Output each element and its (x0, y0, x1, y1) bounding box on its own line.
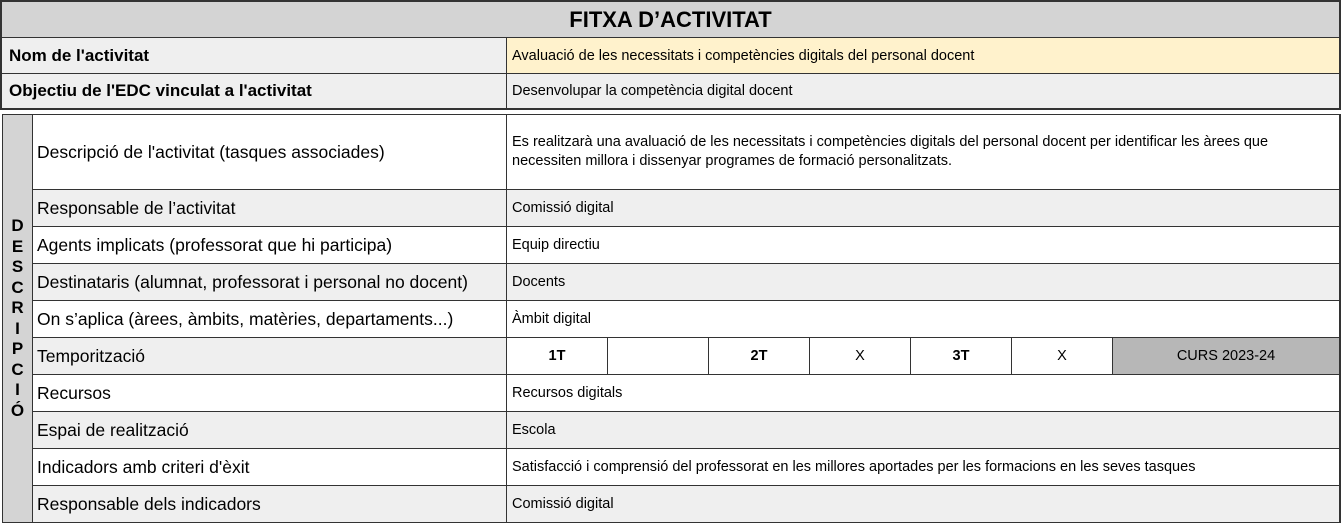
recipients-label: Destinataris (alumnat, professorat i personal no docent) (33, 264, 507, 300)
timing-cells (507, 338, 1339, 374)
responsible-value: Comissió digital (507, 190, 1339, 226)
responsible-label: Responsable de l’activitat (33, 190, 507, 226)
section-letter: C (11, 359, 24, 379)
term-3-label: 3T (911, 338, 1012, 374)
activity-name-label: Nom de l'activitat (2, 38, 507, 73)
location-label: Espai de realització (33, 412, 507, 448)
resources-value: Recursos digitals (507, 375, 1339, 411)
section-letter: C (11, 277, 24, 297)
section-letter: I (15, 318, 20, 338)
timing-row (33, 338, 1339, 375)
description-row (33, 115, 1339, 190)
description-value: Es realitzarà una avaluació de les necessitats i competències digitals del personal docent per identificar les àrees que necessiten millora i dissenyar programes de formació personalitzats. (507, 115, 1339, 189)
agents-row (33, 227, 1339, 264)
section-letter: S (11, 257, 24, 276)
resources-row (33, 375, 1339, 412)
location-value: Escola (507, 412, 1339, 448)
scope-value: Àmbit digital (507, 301, 1339, 337)
indicators-responsible-value: Comissió digital (507, 486, 1339, 522)
recipients-value: Docents (507, 264, 1339, 300)
term-1-mark (608, 338, 709, 374)
term-2-label: 2T (709, 338, 810, 374)
description-section (2, 114, 1341, 523)
term-2-mark: X (810, 338, 911, 374)
edc-objective-value: Desenvolupar la competència digital docent (507, 74, 1339, 108)
location-row (33, 412, 1339, 449)
indicators-label: Indicadors amb criteri d'èxit (33, 449, 507, 485)
responsible-row (33, 190, 1339, 227)
activity-name-row (0, 38, 1341, 74)
recipients-row (33, 264, 1339, 301)
term-3-mark: X (1012, 338, 1113, 374)
term-1-label: 1T (507, 338, 608, 374)
section-letter: P (11, 339, 24, 358)
section-letter: E (11, 236, 24, 256)
section-vertical-label (3, 115, 33, 522)
indicators-row (33, 449, 1339, 486)
agents-value: Equip directiu (507, 227, 1339, 263)
indicators-responsible-row (33, 486, 1339, 522)
indicators-responsible-label: Responsable dels indicadors (33, 486, 507, 522)
activity-name-value: Avaluació de les necessitats i competències digitals del personal docent (507, 38, 1339, 73)
resources-label: Recursos (33, 375, 507, 411)
agents-label: Agents implicats (professorat que hi participa) (33, 227, 507, 263)
indicators-value: Satisfacció i comprensió del professorat en les millores aportades per les formacions en les seves tasques (507, 449, 1339, 485)
timing-label: Temporització (33, 338, 507, 374)
form-title: FITXA D’ACTIVITAT (0, 0, 1341, 38)
section-letter: D (11, 216, 24, 235)
section-letter: Ó (10, 400, 25, 420)
scope-row (33, 301, 1339, 338)
edc-objective-row (0, 74, 1341, 110)
scope-label: On s’aplica (àrees, àmbits, matèries, departaments...) (33, 301, 507, 337)
description-label: Descripció de l'activitat (tasques associades) (33, 115, 507, 189)
section-letter: R (11, 298, 24, 317)
school-year: CURS 2023-24 (1113, 338, 1339, 374)
edc-objective-label: Objectiu de l'EDC vinculat a l'activitat (2, 74, 507, 108)
section-letter: I (15, 380, 20, 399)
